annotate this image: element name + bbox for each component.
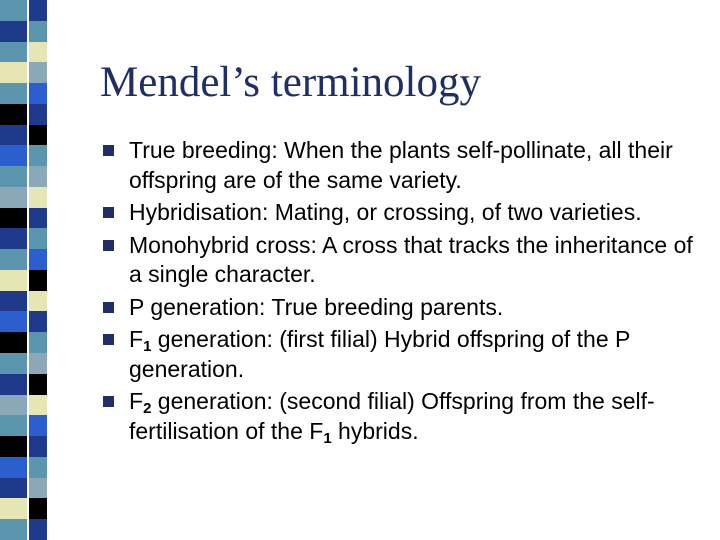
strip-block [0, 125, 27, 146]
bullet-list [103, 136, 703, 449]
strip-block [0, 353, 27, 374]
strip-block [0, 145, 27, 166]
strip-row [0, 166, 47, 187]
strip-row [0, 83, 47, 104]
bullet-item-f2-generation [103, 387, 703, 446]
strip-row [0, 249, 47, 270]
strip-row [0, 270, 47, 291]
strip-block [0, 0, 27, 21]
strip-block [0, 415, 27, 436]
decorative-left-strip [0, 0, 47, 540]
strip-block [29, 228, 47, 249]
strip-block [29, 249, 47, 270]
strip-row [0, 457, 47, 478]
bullet-item-true-breeding [103, 136, 703, 195]
strip-row [0, 519, 47, 540]
strip-row [0, 395, 47, 416]
strip-block [29, 42, 47, 63]
strip-row [0, 42, 47, 63]
strip-row [0, 374, 47, 395]
square-bullet-icon [103, 396, 114, 407]
strip-block [29, 311, 47, 332]
bullet-text: $F_2$ generation: (second filial) Offspring from the self-fertilisation of the $F_1$ hybrids. [129, 388, 655, 447]
strip-block [29, 353, 47, 374]
slide-title: Mendel’s terminology [100, 59, 481, 106]
strip-block [0, 21, 27, 42]
subscript: 1 [143, 338, 152, 355]
strip-block [29, 436, 47, 457]
strip-row [0, 332, 47, 353]
strip-row [0, 311, 47, 332]
bullet-text: P generation: True breeding parents. [129, 293, 504, 320]
strip-block [29, 519, 47, 540]
strip-block [29, 166, 47, 187]
bullet-text: $F_1$ generation: (first filial) Hybrid offspring of the P generation. [129, 326, 630, 382]
strip-block [0, 42, 27, 63]
bullet-text: True breeding: When the plants self-pollinate, all their offspring are of the same variety. [129, 137, 673, 193]
strip-block [29, 395, 47, 416]
strip-block [0, 166, 27, 187]
strip-block [29, 187, 47, 208]
strip-block [29, 145, 47, 166]
strip-row [0, 498, 47, 519]
bullet-item-f1-generation [103, 325, 703, 384]
square-bullet-icon [103, 302, 114, 313]
strip-block [29, 104, 47, 125]
strip-row [0, 21, 47, 42]
strip-block [29, 457, 47, 478]
square-bullet-icon [103, 240, 114, 251]
strip-block [29, 478, 47, 499]
strip-block [0, 498, 27, 519]
strip-block [29, 21, 47, 42]
strip-block [0, 436, 27, 457]
strip-row [0, 62, 47, 83]
strip-row [0, 0, 47, 21]
bullet-text: Hybridisation: Mating, or crossing, of two varieties. [129, 199, 642, 225]
strip-row [0, 291, 47, 312]
strip-block [0, 208, 27, 229]
strip-block [29, 374, 47, 395]
strip-row [0, 145, 47, 166]
strip-block [0, 311, 27, 332]
subscript: 2 [143, 400, 152, 417]
bullet-item-hybridisation [103, 198, 703, 228]
strip-row [0, 228, 47, 249]
strip-block [0, 104, 27, 125]
strip-block [29, 208, 47, 229]
strip-block [0, 478, 27, 499]
strip-block [0, 519, 27, 540]
strip-block [29, 0, 47, 21]
strip-row [0, 104, 47, 125]
bullet-item-monohybrid-cross [103, 231, 703, 290]
strip-block [0, 332, 27, 353]
strip-block [0, 270, 27, 291]
strip-block [29, 125, 47, 146]
strip-block [29, 498, 47, 519]
square-bullet-icon [103, 145, 114, 156]
strip-row [0, 208, 47, 229]
strip-row [0, 415, 47, 436]
bullet-item-p-generation [103, 293, 703, 323]
strip-block [29, 291, 47, 312]
strip-block [0, 395, 27, 416]
strip-block [0, 249, 27, 270]
strip-row [0, 187, 47, 208]
strip-block [0, 457, 27, 478]
strip-row [0, 478, 47, 499]
strip-row [0, 125, 47, 146]
strip-row [0, 353, 47, 374]
square-bullet-icon [103, 334, 114, 345]
strip-block [29, 270, 47, 291]
bullet-text: Monohybrid cross: A cross that tracks the inheritance of a single character. [129, 231, 693, 287]
strip-block [0, 187, 27, 208]
strip-block [29, 83, 47, 104]
strip-block [0, 228, 27, 249]
subscript: 1 [323, 429, 332, 447]
square-bullet-icon [103, 207, 114, 218]
strip-block [0, 83, 27, 104]
strip-block [29, 62, 47, 83]
strip-block [0, 291, 27, 312]
strip-block [29, 332, 47, 353]
strip-block [0, 62, 27, 83]
strip-row [0, 436, 47, 457]
strip-block [29, 415, 47, 436]
strip-block [0, 374, 27, 395]
